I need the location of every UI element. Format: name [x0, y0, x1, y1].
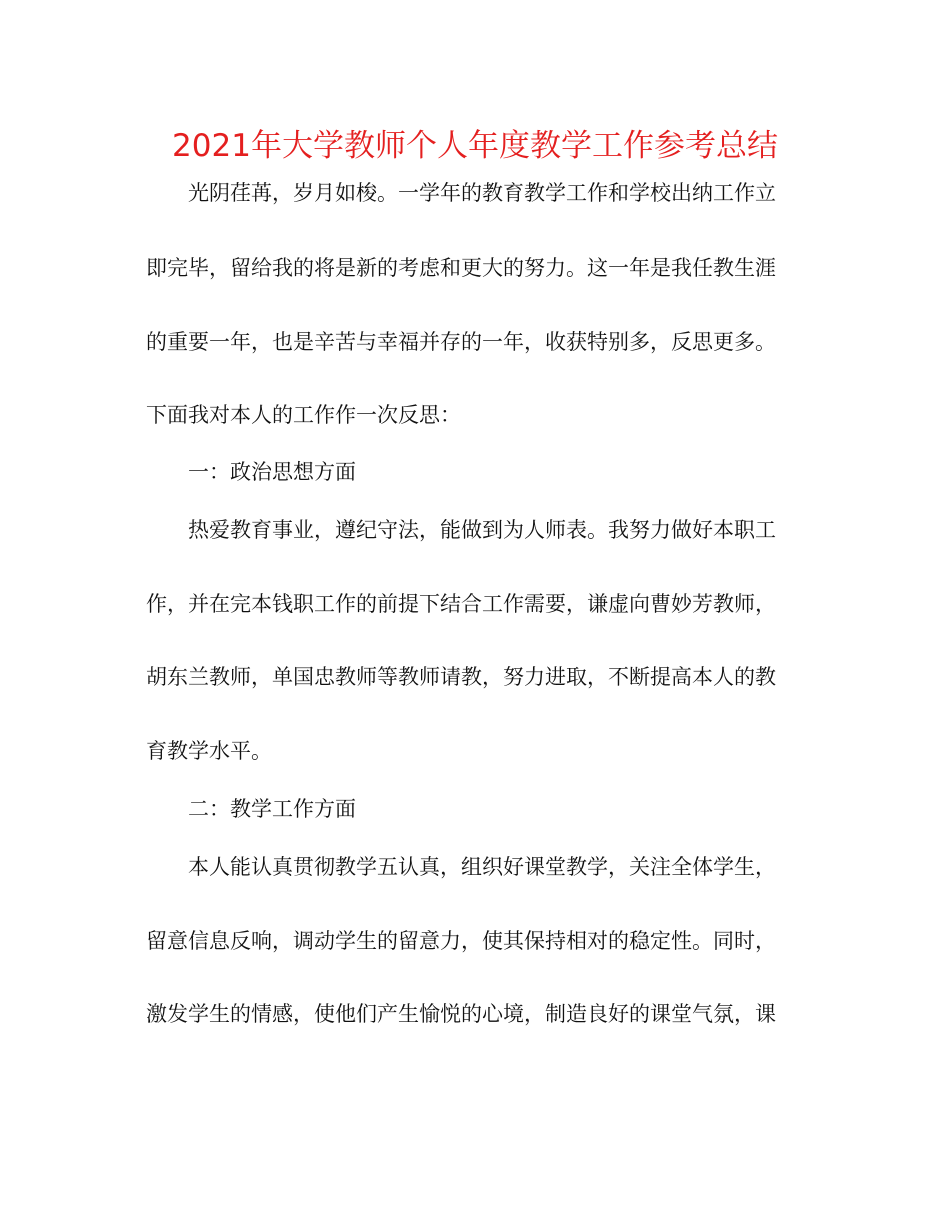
paragraph-line: 胡东兰教师，单国忠教师等教师请教，努力进取，不断提高本人的教	[146, 665, 776, 689]
paragraph-line: 下面我对本人的工作作一次反思：	[146, 403, 461, 427]
paragraph-line: 育教学水平。	[146, 739, 272, 763]
paragraph-line: 的重要一年，也是辛苦与幸福并存的一年，收获特别多，反思更多。	[146, 330, 776, 354]
section-heading: 一：政治思想方面	[188, 460, 356, 484]
paragraph-line: 留意信息反响，调动学生的留意力，使其保持相对的稳定性。同时，	[146, 929, 776, 953]
section-heading: 二：教学工作方面	[188, 797, 356, 821]
paragraph-line: 作，并在完本钱职工作的前提下结合工作需要，谦虚向曹妙芳教师，	[146, 592, 776, 616]
paragraph-line: 即完毕，留给我的将是新的考虑和更大的努力。这一年是我任教生涯	[146, 256, 776, 280]
paragraph-line: 本人能认真贯彻教学五认真，组织好课堂教学，关注全体学生，	[188, 855, 776, 879]
document-title: 2021年大学教师个人年度教学工作参考总结	[172, 128, 778, 164]
paragraph-line: 光阴荏苒，岁月如梭。一学年的教育教学工作和学校出纳工作立	[188, 181, 776, 205]
paragraph-line: 热爱教育事业，遵纪守法，能做到为人师表。我努力做好本职工	[188, 518, 776, 542]
paragraph-line: 激发学生的情感，使他们产生愉悦的心境，制造良好的课堂气氛，课	[146, 1002, 776, 1026]
